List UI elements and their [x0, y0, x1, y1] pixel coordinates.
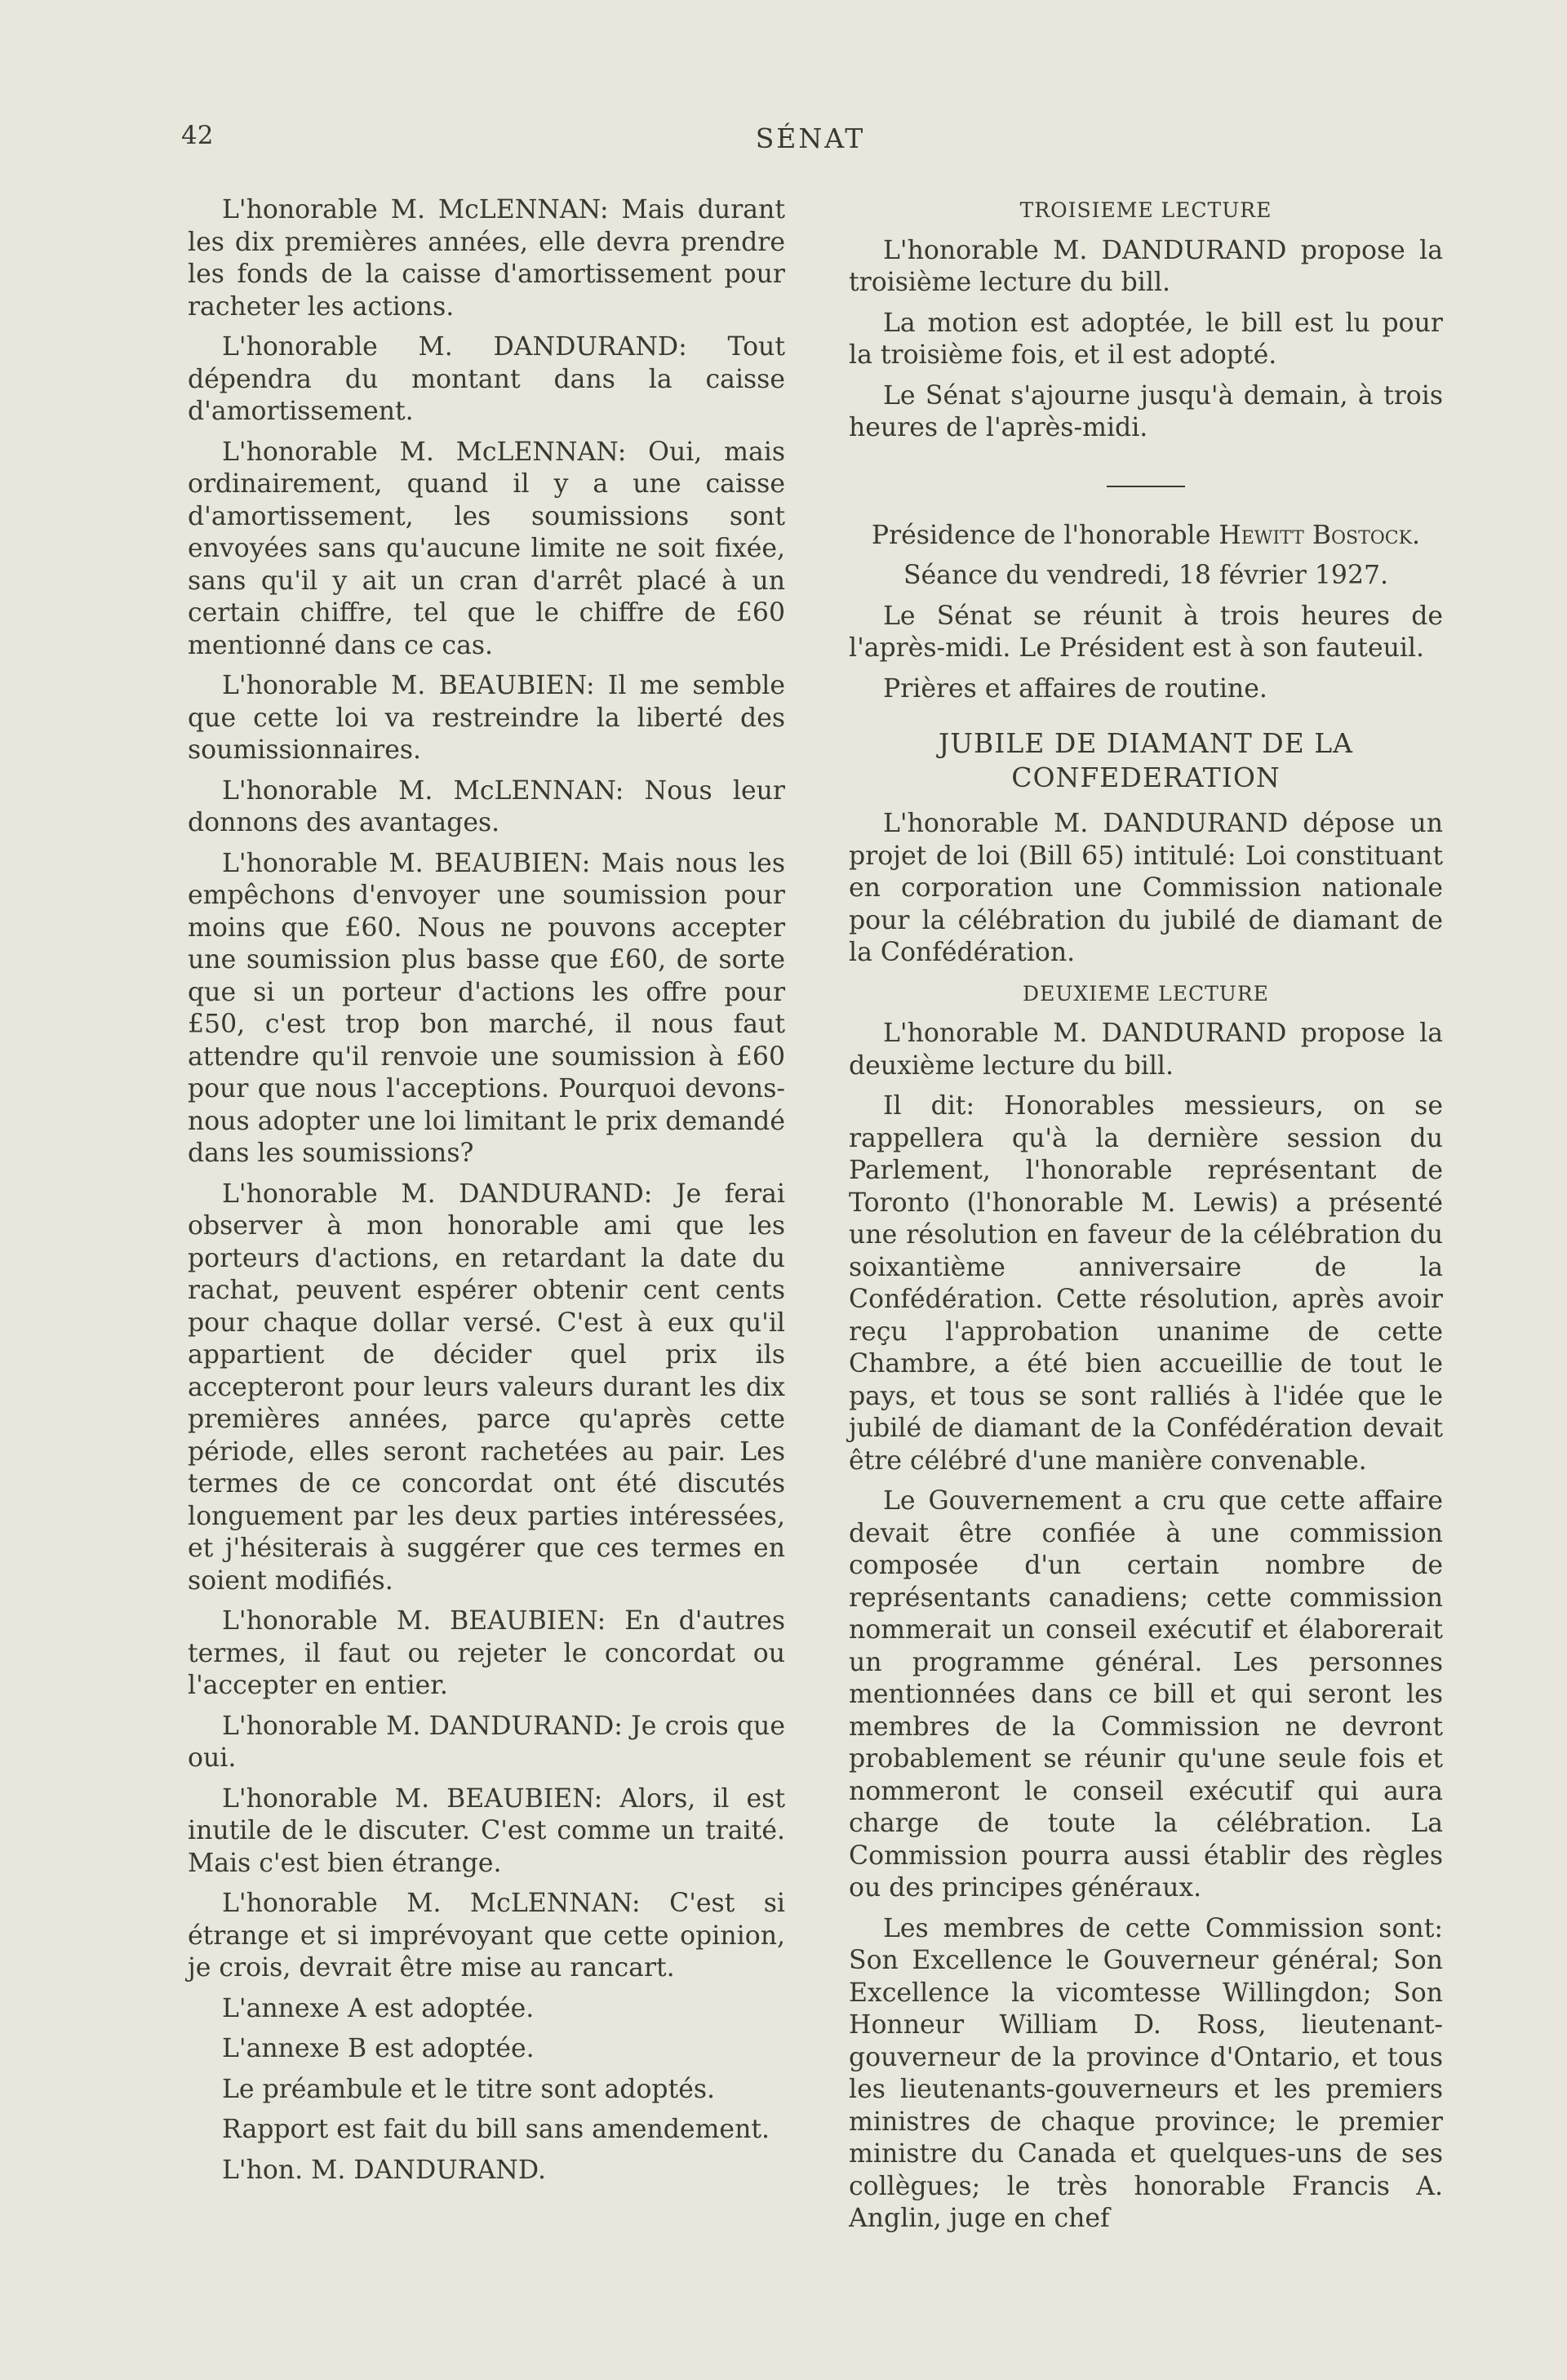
presidence-line [849, 520, 1443, 553]
paragraph: L'honorable M. BEAUBIEN: Il me semble que cette loi va restreindre la liberté des soumissionnaires. [188, 671, 785, 765]
paragraph: L'honorable M. BEAUBIEN: Alors, il est inutile de le discuter. C'est comme un traité. Mais c'est bien étrange. [188, 1783, 785, 1878]
paragraph: Le Sénat s'ajourne jusqu'à demain, à trois heures de l'après-midi. [849, 380, 1443, 442]
paragraph: Le Sénat se réunit à trois heures de l'après-midi. Le Président est à son fauteuil. [849, 601, 1443, 663]
paragraph: Prières et affaires de routine. [883, 673, 1267, 704]
paragraph: L'honorable M. McLENNAN: Mais durant les dix premières années, elle devra prendre les fonds de la caisse d'amortissement pour racheter les actions. [188, 195, 785, 322]
left-column [188, 194, 785, 2195]
president-name: Hewitt Bostock. [1219, 520, 1421, 550]
paragraph: L'honorable M. DANDURAND propose la troisième lecture du bill. [849, 235, 1443, 297]
right-column [849, 194, 1443, 2244]
paragraph: L'honorable M. DANDURAND: Je crois que oui. [188, 1711, 785, 1773]
paragraph: Rapport est fait du bill sans amendement. [222, 2115, 770, 2144]
running-title: SÉNAT [755, 122, 866, 154]
paragraph: La motion est adoptée, le bill est lu pour la troisième fois, et il est adopté. [849, 308, 1443, 370]
paragraph: L'honorable M. DANDURAND dépose un projet de loi (Bill 65) intitulé: Loi constituant en corporation une Commission nationale pour la célébration du jubilé de diamant de la Confédération. [849, 809, 1443, 967]
section-divider [1107, 486, 1185, 487]
presidence-prefix: Présidence de l'honorable [871, 520, 1219, 550]
paragraph: L'honorable M. McLENNAN: C'est si étrange et si imprévoyant que cette opinion, je crois, devrait être mise au rancart. [188, 1889, 785, 1983]
paragraph: L'honorable M. BEAUBIEN: Mais nous les empêchons d'envoyer une soumission pour moins que £60. Nous ne pouvons accepter une soumission plus basse que £60, de sorte que si un porteur d'actions les offre pour £50, c'est trop bon marché, il nous faut attendre qu'il renvoie une soumission à £60 pour que nous l'acceptions. Pourquoi devons-nous adopter une loi limitant le prix demandé dans les soumissions? [188, 848, 785, 1168]
paragraph: L'honorable M. McLENNAN: Nous leur donnons des avantages. [188, 775, 785, 837]
page-number: 42 [181, 121, 214, 150]
paragraph: L'annexe B est adoptée. [222, 2034, 535, 2063]
paragraph: L'honorable M. DANDURAND: Tout dépendra du montant dans la caisse d'amortissement. [188, 332, 785, 426]
paragraph: L'honorable M. DANDURAND propose la deuxième lecture du bill. [849, 1019, 1443, 1081]
paragraph: Le préambule et le titre sont adoptés. [222, 2074, 716, 2104]
paragraph: Il dit: Honorables messieurs, on se rappellera qu'à la dernière session du Parlement, l'honorable représentant de Toronto (l'honorable M. Lewis) a présenté une résolution en faveur de la célébration du soixantième anniversaire de la Confédération. Cette résolution, après avoir reçu l'approbation unanime de cette Chambre, a été bien accueillie de tout le pays, et tous se sont ralliés à l'idée que le jubilé de diamant de la Confédération devait être célébré d'une manière convenable. [849, 1091, 1443, 1476]
section-heading: JUBILE DE DIAMANT DE LA CONFEDERATION [939, 727, 1353, 793]
page-header [181, 121, 1440, 162]
paragraph: L'annexe A est adoptée. [222, 1993, 535, 2023]
paragraph: L'honorable M. McLENNAN: Oui, mais ordinairement, quand il y a une caisse d'amortissement, les soumissions sont envoyées sans qu'aucune limite ne soit fixée, sans qu'il y ait un cran d'arrêt placé à un certain chiffre, tel que le chiffre de £60 mentionné dans ce cas. [188, 437, 785, 660]
paragraph: Les membres de cette Commission sont: Son Excellence le Gouverneur général; Son Excellence la vicomtesse Willingdon; Son Honneur William D. Ross, lieutenant-gouverneur de la province d'Ontario, et tous les lieutenants-gouverneurs et les premiers ministres de chaque province; le premier ministre du Canada et quelques-uns de ses collègues; le très honorable Francis A. Anglin, juge en chef [849, 1913, 1443, 2233]
paragraph: L'honorable M. DANDURAND: Je ferai observer à mon honorable ami que les porteurs d'actions, en retardant la date du rachat, peuvent espérer obtenir cent cents pour chaque dollar versé. C'est à eux qu'il appartient de décider quel prix ils accepteront pour leurs valeurs durant les dix premières années, parce qu'après cette période, elles seront rachetées au pair. Les termes de ce concordat ont été discutés longuement par les deux parties intéressées, et j'hésiterais à suggérer que ces termes en soient modifiés. [188, 1179, 785, 1596]
subheading-second-reading: DEUXIEME LECTURE [1023, 981, 1269, 1006]
signature-line: L'hon. M. DANDURAND. [222, 2155, 546, 2185]
seance-date: Séance du vendredi, 18 février 1927. [903, 561, 1389, 590]
paragraph: L'honorable M. BEAUBIEN: En d'autres termes, il faut ou rejeter le concordat ou l'accepter en entier. [188, 1606, 785, 1700]
subheading-third-reading: TROISIEME LECTURE [1019, 198, 1272, 222]
paragraph: Le Gouvernement a cru que cette affaire devait être confiée à une commission composée d'un certain nombre de représentants canadiens; cette commission nommerait un conseil exécutif et élaborerait un programme général. Les personnes mentionnées dans ce bill et qui seront les membres de la Commission ne devront probablement se réunir qu'une seule fois et nommeront le conseil exécutif qui aura charge de toute la célébration. La Commission pourra aussi établir des règles ou des principes généraux. [849, 1486, 1443, 1903]
